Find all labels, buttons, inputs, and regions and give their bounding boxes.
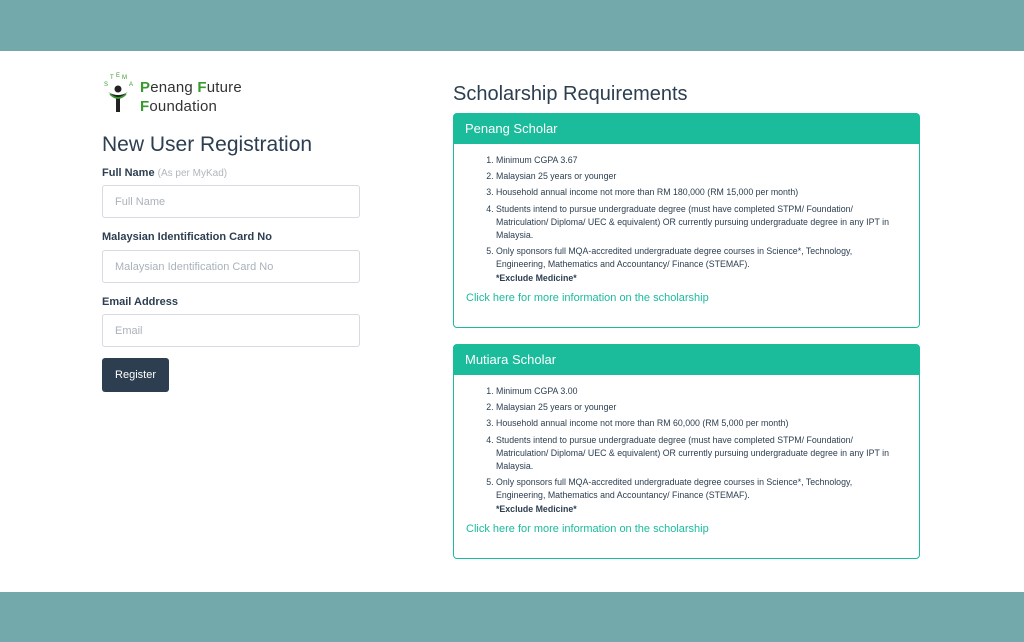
full-name-hint: (As per MyKad) <box>157 168 228 179</box>
card-header: Mutiara Scholar <box>454 345 919 375</box>
svg-text:A: A <box>129 82 134 88</box>
ic-label: Malaysian Identification Card No <box>102 231 272 243</box>
full-name-input[interactable] <box>102 185 360 218</box>
list-item: 2. Malaysian 25 years or younger <box>496 401 907 414</box>
register-button[interactable]: Register <box>102 358 169 392</box>
svg-text:M: M <box>122 75 127 81</box>
list-item: 3. Household annual income not more than RM 60,000 (RM 5,000 per month) <box>496 417 907 430</box>
requirements-list <box>466 154 907 285</box>
top-banner <box>0 0 1024 51</box>
list-item: 3. Household annual income not more than RM 180,000 (RM 15,000 per month) <box>496 186 907 199</box>
full-name-label: Full Name (As per MyKad) <box>102 167 228 179</box>
stema-figure-icon <box>102 72 136 118</box>
email-label: Email Address <box>102 296 179 308</box>
registration-title: New User Registration <box>102 133 313 156</box>
list-item: 4. Students intend to pursue undergraduate degree (must have completed STPM/ Foundation/ Matriculation/ Diploma/ UEC & equivalent) OR currently pursuing undergraduate degree in any IPT in Malaysia. <box>496 434 907 474</box>
card-body <box>454 144 919 305</box>
exclude-note: *Exclude Medicine* <box>496 272 577 283</box>
more-info-link[interactable]: Click here for more information on the scholarship <box>466 291 709 304</box>
ic-number-input[interactable] <box>102 250 360 283</box>
svg-text:E: E <box>116 73 121 79</box>
penang-scholar-card <box>453 113 920 328</box>
foundation-logo[interactable] <box>102 72 272 118</box>
list-item: 4. Students intend to pursue undergraduate degree (must have completed STPM/ Foundation/ Matriculation/ Diploma/ UEC & equivalent) OR currently pursuing undergraduate degree in any IPT in Malaysia. <box>496 203 907 243</box>
list-item-text: Only sponsors full MQA-accredited undergraduate degree courses in Science*, Technology, Engineering, Mathematics and Accountancy/ Finance (STEMAF). <box>496 246 853 270</box>
requirements-title: Scholarship Requirements <box>453 83 688 105</box>
card-header: Penang Scholar <box>454 114 919 144</box>
exclude-note: *Exclude Medicine* <box>496 503 577 514</box>
card-body <box>454 375 919 536</box>
list-item-text: Only sponsors full MQA-accredited undergraduate degree courses in Science*, Technology, Engineering, Mathematics and Accountancy/ Finance (STEMAF). <box>496 477 853 501</box>
foundation-name: Penang Future Foundation <box>140 79 242 115</box>
list-item: 1. Minimum CGPA 3.67 <box>496 154 907 167</box>
svg-text:T: T <box>110 75 114 81</box>
list-item <box>496 476 907 516</box>
list-item: 1. Minimum CGPA 3.00 <box>496 385 907 398</box>
bottom-banner <box>0 592 1024 642</box>
svg-text:S: S <box>104 82 109 88</box>
mutiara-scholar-card <box>453 344 920 559</box>
list-item: 2. Malaysian 25 years or younger <box>496 170 907 183</box>
list-item <box>496 245 907 285</box>
email-input[interactable] <box>102 314 360 347</box>
requirements-list <box>466 385 907 516</box>
more-info-link[interactable]: Click here for more information on the scholarship <box>466 522 709 535</box>
